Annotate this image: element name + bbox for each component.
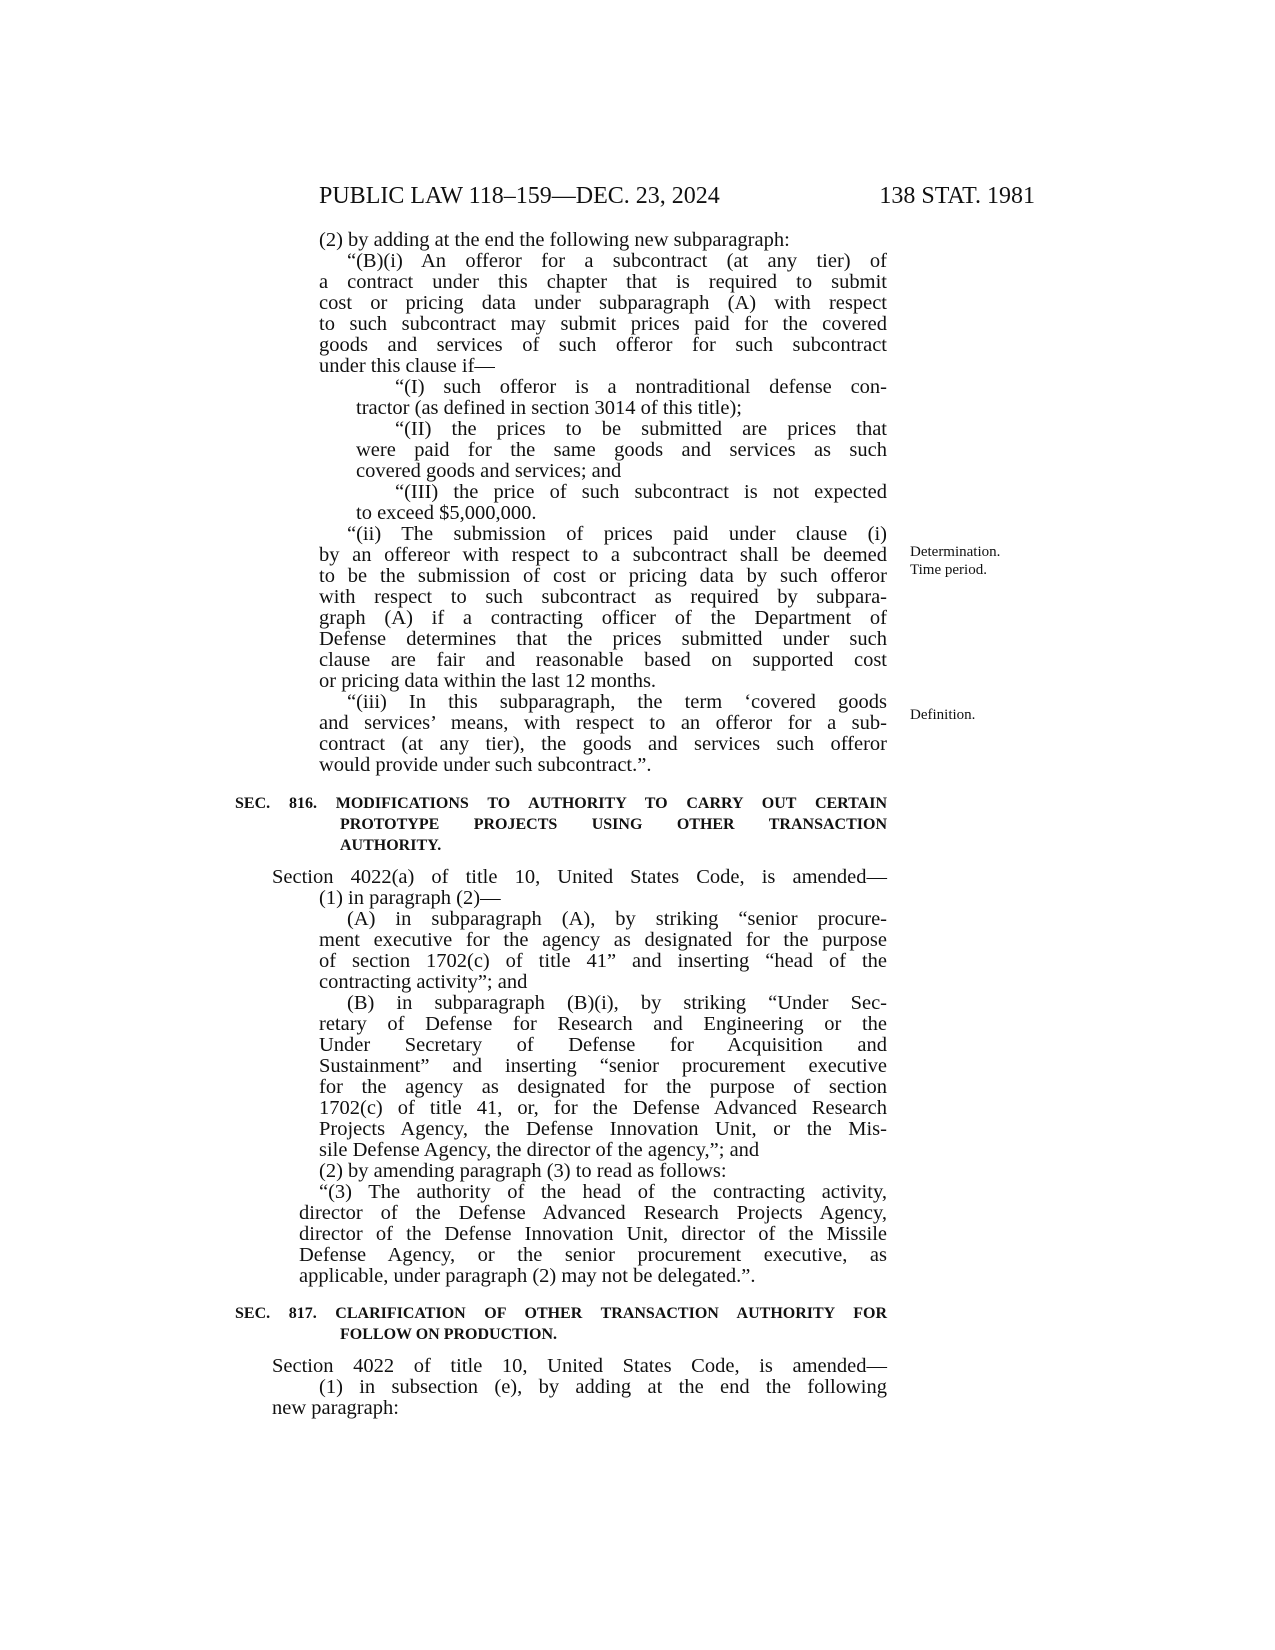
text-line: (B) in subparagraph (B)(i), by striking “Under Sec- [347, 992, 887, 1014]
text-line: new paragraph: [272, 1397, 399, 1419]
text-line: (1) in subsection (e), by adding at the end the following [319, 1376, 887, 1398]
text-line: to be the submission of cost or pricing data by such offeror [319, 565, 887, 587]
text-line: under this clause if— [319, 355, 495, 377]
text-line: a contract under this chapter that is required to submit [319, 271, 887, 293]
text-line: retary of Defense for Research and Engineering or the [319, 1013, 887, 1035]
text-line: “(iii) In this subparagraph, the term ‘covered goods [347, 691, 887, 713]
text-line: clause are fair and reasonable based on supported cost [319, 649, 887, 671]
text-line: applicable, under paragraph (2) may not be delegated.”. [299, 1265, 756, 1287]
text-line: or pricing data within the last 12 months. [319, 670, 657, 692]
text-line: director of the Defense Advanced Research Projects Agency, [299, 1202, 887, 1224]
text-line: to such subcontract may submit prices paid for the covered [319, 313, 887, 335]
text-line: of section 1702(c) of title 41” and inserting “head of the [319, 950, 887, 972]
text-line: (2) by amending paragraph (3) to read as follows: [319, 1160, 727, 1182]
text-line: and services’ means, with respect to an offeror for a sub- [319, 712, 887, 734]
header-title: PUBLIC LAW 118–159—DEC. 23, 2024 [319, 183, 720, 209]
text-line: “(III) the price of such subcontract is not expected [395, 481, 887, 503]
text-line: to exceed $5,000,000. [356, 502, 537, 524]
text-line: goods and services of such offeror for such subcontract [319, 334, 887, 356]
text-line: graph (A) if a contracting officer of the Department of [319, 607, 887, 629]
text-line: Projects Agency, the Defense Innovation Unit, or the Mis- [319, 1118, 887, 1140]
text-line: sile Defense Agency, the director of the agency,”; and [319, 1139, 760, 1161]
section-heading-816-cont: PROTOTYPE PROJECTS USING OTHER TRANSACTION [340, 816, 887, 833]
text-line: “(B)(i) An offeror for a subcontract (at any tier) of [347, 250, 887, 272]
text-line: (A) in subparagraph (A), by striking “senior procure- [347, 908, 887, 930]
text-line: by an offereor with respect to a subcontract shall be deemed [319, 544, 887, 566]
text-line: contract (at any tier), the goods and services such offeror [319, 733, 887, 755]
margin-note-time-period: Time period. [910, 562, 987, 578]
text-line: (2) by adding at the end the following new subparagraph: [319, 229, 790, 251]
text-line: contracting activity”; and [319, 971, 528, 993]
text-line: “(3) The authority of the head of the contracting activity, [319, 1181, 887, 1203]
text-line: would provide under such subcontract.”. [319, 754, 652, 776]
section-heading-816: SEC. 816. MODIFICATIONS TO AUTHORITY TO CARRY OUT CERTAIN [235, 795, 887, 812]
text-line: with respect to such subcontract as required by subpara- [319, 586, 887, 608]
header-page-number: 138 STAT. 1981 [879, 183, 1035, 209]
text-line: 1702(c) of title 41, or, for the Defense Advanced Research [319, 1097, 887, 1119]
running-header [319, 183, 1035, 213]
margin-note-definition: Definition. [910, 707, 976, 723]
text-line: cost or pricing data under subparagraph (A) with respect [319, 292, 887, 314]
text-line: (1) in paragraph (2)— [319, 887, 501, 909]
text-line: director of the Defense Innovation Unit, director of the Missile [299, 1223, 887, 1245]
section-heading-817-cont: FOLLOW ON PRODUCTION. [340, 1326, 558, 1343]
text-line: “(I) such offeror is a nontraditional defense con- [395, 376, 887, 398]
text-line: Section 4022 of title 10, United States Code, is amended— [272, 1355, 887, 1377]
text-line: Defense Agency, or the senior procurement executive, as [299, 1244, 887, 1266]
section-heading-816-cont: AUTHORITY. [340, 837, 442, 854]
section-heading-817: SEC. 817. CLARIFICATION OF OTHER TRANSACTION AUTHORITY FOR [235, 1305, 887, 1322]
text-line: Sustainment” and inserting “senior procurement executive [319, 1055, 887, 1077]
text-line: Defense determines that the prices submitted under such [319, 628, 887, 650]
text-line: Under Secretary of Defense for Acquisition and [319, 1034, 887, 1056]
margin-note-determination: Determination. [910, 544, 1001, 560]
text-line: ment executive for the agency as designated for the purpose [319, 929, 887, 951]
text-line: covered goods and services; and [356, 460, 622, 482]
text-line: Section 4022(a) of title 10, United States Code, is amended— [272, 866, 887, 888]
text-line: were paid for the same goods and services as such [356, 439, 887, 461]
text-line: “(ii) The submission of prices paid under clause (i) [347, 523, 887, 545]
text-line: for the agency as designated for the purpose of section [319, 1076, 887, 1098]
text-line: “(II) the prices to be submitted are prices that [395, 418, 887, 440]
text-line: tractor (as defined in section 3014 of this title); [356, 397, 742, 419]
